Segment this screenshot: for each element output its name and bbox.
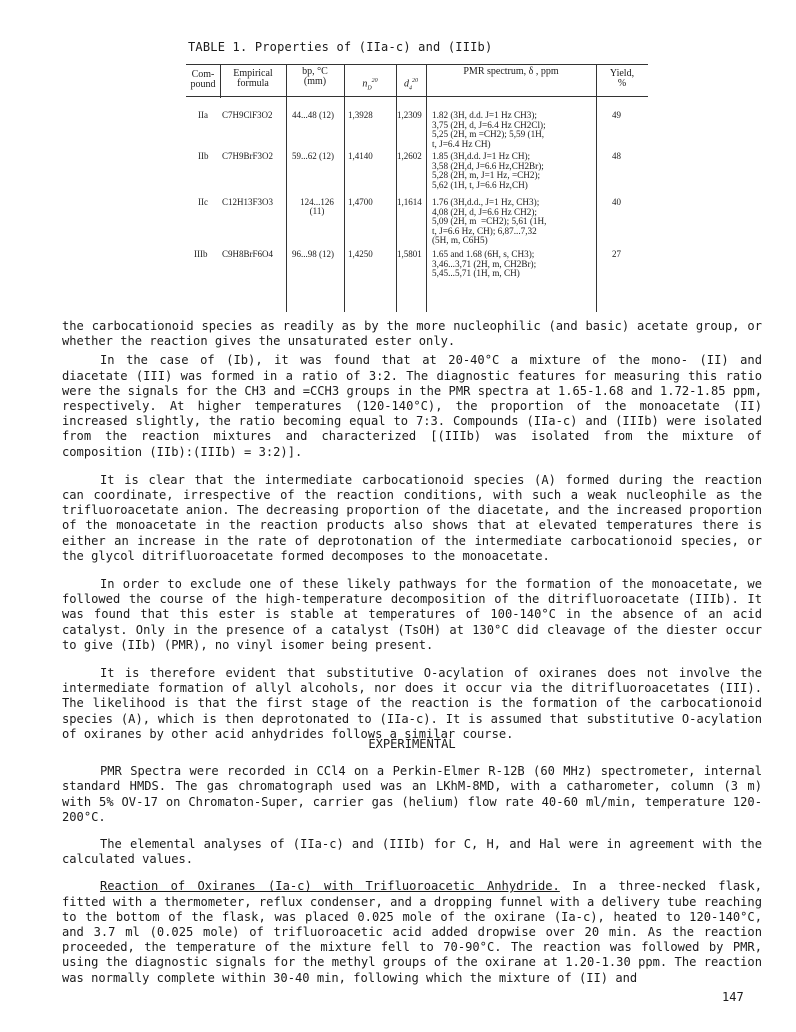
experimental-section <box>62 737 762 986</box>
paragraph <box>62 879 762 985</box>
cell-yield: 49 <box>612 110 621 120</box>
cell-yield: 40 <box>612 197 621 207</box>
paragraph: the carbocationoid species as readily as by the more nucleophilic (and basic) acetate group, or whether the reaction gives the unsaturated ester only. <box>62 319 762 349</box>
table-divider <box>596 64 597 312</box>
cell-nd: 1,4140 <box>348 151 373 161</box>
cell-pmr: 1.76 (3H,d.d., J=1 Hz, CH3); 4,08 (2H, d, J=6.6 Hz CH2); 5,09 (2H, m =CH2); 5,61 (1H, t, J=6.6 Hz, CH); 6,87...7,32 (5H, m, C6H5) <box>432 197 547 246</box>
cell-pmr: 1.82 (3H, d.d. J=1 Hz CH3); 3,75 (2H, d, J=6.4 Hz CH2Cl); 5,25 (2H, m =CH2); 5,59 (1H, t, J=6.4 Hz CH) <box>432 110 546 149</box>
cell-d: 1,1614 <box>397 197 422 207</box>
cell-bp: 59...62 (12) <box>292 151 334 161</box>
page-number: 147 <box>722 990 744 1004</box>
paragraph: In the case of (Ib), it was found that at 20-40°C a mixture of the mono- (II) and diacetate (III) was formed in a ratio of 3:2. The diagnostic features for measuring this ratio were the signals for the CH3 and =CCH3 groups in the PMR spectra at 1.65-1.68 and 1.72-1.85 ppm, respectively. At higher temperatures (120-140°C), the proportion of the monoacetate (II) increased slightly, the ratio becoming equal to 7:3. Compounds (IIa-c) and (IIIb) were isolated from the reaction mixtures and characterized [(IIIb) was isolated from the mixture of composition (IIb):(IIIb) = 3:2)]. <box>62 353 762 459</box>
cell-formula: C7H9ClF3O2 <box>222 110 273 120</box>
section-heading: EXPERIMENTAL <box>368 737 456 751</box>
header-density: $d_4^{20}$ <box>404 78 418 92</box>
header-yield: Yield, % <box>609 68 635 89</box>
cell-formula: C9H8BrF6O4 <box>222 249 274 259</box>
table-top-rule <box>186 64 648 65</box>
paragraph: It is clear that the intermediate carbocationoid species (A) formed during the reaction can coordinate, irrespective of the reaction conditions, with such a weak nucleophile as the trifluoroacetate anion. The decreasing proportion of the diacetate, and the increased proportion of the monoacetate in the reaction products also shows that at elevated temperatures there is either an increase in the rate of deprotonation of the intermediate carbocationoid species, or the glycol ditrifluoroacetate formed decomposes to the monoacetate. <box>62 472 762 563</box>
table-header-rule <box>186 96 648 97</box>
cell-compound: IIIb <box>194 249 208 259</box>
cell-nd: 1,4250 <box>348 249 373 259</box>
cell-yield: 27 <box>612 249 621 259</box>
header-compound: Com- pound <box>190 69 216 90</box>
paragraph: PMR Spectra were recorded in CCl4 on a Perkin-Elmer R-12B (60 MHz) spectrometer, internal standard HMDS. The gas chromatograph used was an LKhM-8MD, with a catharometer, column (3 m) with 5% OV-17 on Chromaton-Super, carrier gas (helium) flow rate 40-60 ml/min, temperature 120-200°C. <box>62 764 762 824</box>
properties-table <box>186 64 648 312</box>
subsection-title: Reaction of Oxiranes (Ia-c) with Trifluoroacetic Anhydride. <box>100 879 560 894</box>
cell-d: 1,5801 <box>397 249 422 259</box>
cell-compound: IIc <box>198 197 208 207</box>
paragraph: The elemental analyses of (IIa-c) and (IIIb) for C, H, and Hal were in agreement with the calculated values. <box>62 837 762 867</box>
cell-bp: 124...126 (11) <box>300 197 334 217</box>
cell-pmr: 1.65 and 1.68 (6H, s, CH3); 3,46...3,71 (2H, m, CH2Br); 5,45...5,71 (1H, m, CH) <box>432 249 537 279</box>
table-caption: TABLE 1. Properties of (IIa-c) and (IIIb) <box>188 40 493 54</box>
paragraph-block-1 <box>62 319 762 742</box>
cell-bp: 44...48 (12) <box>292 110 334 120</box>
table-divider <box>344 64 345 312</box>
table-divider <box>286 64 287 312</box>
cell-nd: 1,4700 <box>348 197 373 207</box>
cell-compound: IIb <box>198 151 209 161</box>
header-pmr: PMR spectrum, δ , ppm <box>463 66 559 77</box>
paragraph: It is therefore evident that substitutive O-acylation of oxiranes does not involve the intermediate formation of allyl alcohols, nor does it occur via the ditrifluoroacetates (III). The likelihood is that the first stage of the reaction is the formation of the carbocationoid species (A), which is then deprotonated to (IIa-c). It is assumed that substitutive O-acylation of oxiranes by other acid anhydrides follows a similar course. <box>62 666 762 741</box>
cell-compound: IIa <box>198 110 208 120</box>
cell-pmr: 1.85 (3H,d.d. J=1 Hz CH); 3,58 (2H,d, J=6.6 Hz,CH2Br); 5,28 (2H, m, J=1 Hz, =CH2); 5,62 (1H, t, J=6.6 Hz,CH) <box>432 151 544 190</box>
cell-nd: 1,3928 <box>348 110 373 120</box>
header-refractive-index: $n_D^{20}$ <box>362 78 378 92</box>
table-divider <box>396 64 397 312</box>
paragraph-text: In a three-necked flask, fitted with a thermometer, reflux condenser, and a dropping funnel with a delivery tube reaching to the bottom of the flask, was placed 0.025 mole of the oxirane (Ia-c), heated to 120-140°C, and 3.7 ml (0.025 mole) of trifluoroacetic acid added dropwise over 20 min. As the reaction proceeded, the temperature of the mixture fell to 70-90°C. The reaction was followed by PMR, using the diagnostic signals for the methyl groups of the oxirane at 1.20-1.30 ppm. The reaction was normally complete within 30-40 min, following which the mixture of (II) and <box>62 879 762 985</box>
cell-yield: 48 <box>612 151 621 161</box>
table-divider <box>426 64 427 312</box>
paragraph: In order to exclude one of these likely pathways for the formation of the monoacetate, we followed the course of the high-temperature decomposition of the ditrifluoroacetate (IIIb). It was found that this ester is stable at temperatures of 100-140°C in the absence of an acid catalyst. Only in the presence of a catalyst (TsOH) at 130°C did cleavage of the diester occur to give (IIb) (PMR), no vinyl isomer being present. <box>62 577 762 652</box>
cell-formula: C7H9BrF3O2 <box>222 151 274 161</box>
header-bp: bp, °C (mm) <box>302 66 328 87</box>
cell-formula: C12H13F3O3 <box>222 197 274 207</box>
cell-d: 1,2602 <box>397 151 422 161</box>
header-formula: Empirical formula <box>233 68 273 89</box>
cell-bp: 96...98 (12) <box>292 249 334 259</box>
cell-d: 1,2309 <box>397 110 422 120</box>
